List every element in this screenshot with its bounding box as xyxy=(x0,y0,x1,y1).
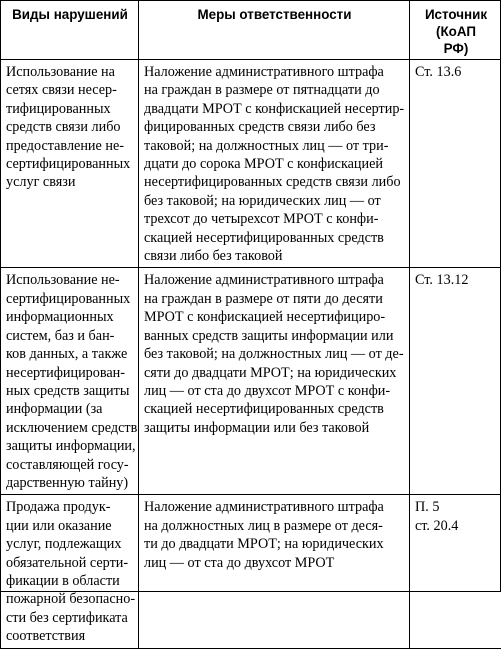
text-line: информационных xyxy=(6,308,134,326)
text-line: защиты информации, xyxy=(6,437,134,455)
text-line: пожарной безопасно- xyxy=(6,590,134,608)
text-line: связи либо без таковой xyxy=(144,247,405,265)
text-line: на граждан в размере от пяти до десяти xyxy=(144,290,405,308)
text-line: трехсот до четырехсот МРОТ с конфи- xyxy=(144,210,405,228)
text-line: дцати до сорока МРОТ с конфискацией xyxy=(144,155,405,173)
text-line: услуг связи xyxy=(6,173,134,191)
text-line: без таковой; на юридических лиц — от xyxy=(144,192,405,210)
header-measures: Меры ответственности xyxy=(139,1,410,60)
text-line: систем, баз и бан- xyxy=(6,327,134,345)
text-line: лиц — от ста до двухсот МРОТ с конфи- xyxy=(144,382,405,400)
text-line: двадцати МРОТ с конфискацией несертир- xyxy=(144,100,405,118)
text-line: средств связи либо xyxy=(6,118,134,136)
text-line: сяти до двадцати МРОТ; на юридических xyxy=(144,364,405,382)
text-line: Наложение административного штрафа xyxy=(144,271,405,289)
text-line: предоставление не- xyxy=(6,137,134,155)
text-line: сти без сертификата xyxy=(6,609,134,627)
text-line: Ст. 13.6 xyxy=(415,63,497,81)
text-line: ков данных, а также xyxy=(6,345,134,363)
header-source-line: РФ) xyxy=(415,40,497,57)
text-line: несертифицирован- xyxy=(6,364,134,382)
text-line: Использование на xyxy=(6,63,134,81)
text-line: скацией несертифицированных средств xyxy=(144,400,405,418)
text-line: исключением средств xyxy=(6,419,134,437)
text-line: ти до двадцати МРОТ; на юридических xyxy=(144,535,405,553)
text-line: лиц — от ста до двухсот МРОТ xyxy=(144,554,405,572)
text-line: сертифицированных xyxy=(6,155,134,173)
text-line: ных средств защиты xyxy=(6,382,134,400)
text-line: составляющей госу- xyxy=(6,456,134,474)
text-line: защиты информации или без таковой xyxy=(144,419,405,437)
text-line: обязательной серти- xyxy=(6,554,134,572)
text-line: фикации в области xyxy=(6,572,134,590)
text-line: ванных средств защиты информации или xyxy=(144,327,405,345)
text-line: Продажа продук- xyxy=(6,498,134,516)
text-line: ции или оказание xyxy=(6,517,134,535)
text-line: скацией несертифицированных средств xyxy=(144,229,405,247)
text-line: Наложение административного штрафа xyxy=(144,63,405,81)
text-line: Ст. 13.12 xyxy=(415,271,497,289)
text-line: на должностных лиц в размере от деся- xyxy=(144,517,405,535)
text-line: Наложение административного штрафа xyxy=(144,498,405,516)
text-line: информации (за xyxy=(6,400,134,418)
text-line: Использование не- xyxy=(6,271,134,289)
text-line: П. 5 xyxy=(415,498,497,516)
text-line: соответствия xyxy=(6,627,134,645)
text-line: ст. 20.4 xyxy=(415,517,497,535)
header-violations: Виды нарушений xyxy=(1,1,139,60)
text-line: несертифицированных средств связи либо xyxy=(144,173,405,191)
text-line: фицированных средств связи либо без xyxy=(144,118,405,136)
text-line: таковой; на должностных лиц — от три- xyxy=(144,137,405,155)
text-line: без таковой; на должностных лиц — от де- xyxy=(144,345,405,363)
text-line: МРОТ с конфискацией несертифициро- xyxy=(144,308,405,326)
text-line: услуг, подлежащих xyxy=(6,535,134,553)
header-source-line: (КоАП xyxy=(415,23,497,40)
text-line: на граждан в размере от пятнадцати до xyxy=(144,81,405,99)
text-line: тифицированных xyxy=(6,100,134,118)
text-line: сертифицированных xyxy=(6,290,134,308)
text-line: сетях связи несер- xyxy=(6,81,134,99)
header-source-line: Источник xyxy=(415,6,497,23)
text-line: дарственную тайну) xyxy=(6,474,134,492)
